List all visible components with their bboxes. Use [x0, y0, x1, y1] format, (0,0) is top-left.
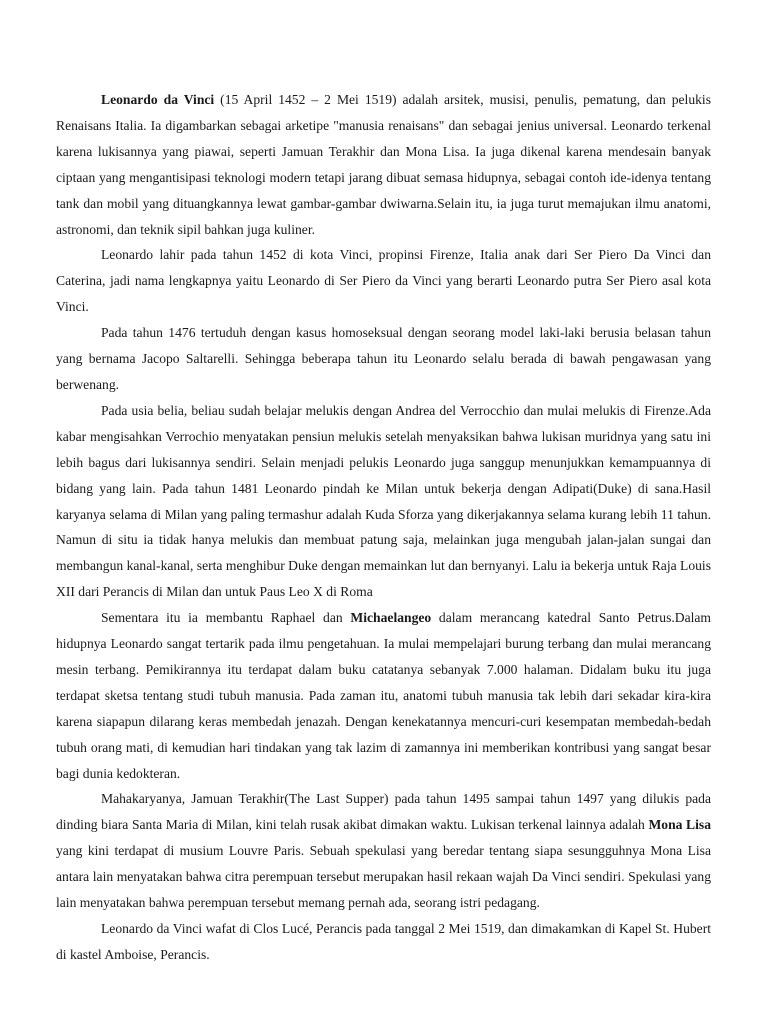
michaelangeo-bold: Michaelangeo	[350, 610, 432, 626]
paragraph-text: yang kini terdapat di musium Louvre Paris. Sebuah spekulasi yang beredar tentang siapa sesungguhnya Mona Lisa antara lain menyatakan bahwa citra perempuan tersebut merupakan hasil rekaan wajah Da Vinci sendiri. Spekulasi yang lain menyatakan bahwa perempuan tersebut memang pernah ada, seorang istri pedagang.	[56, 843, 711, 911]
paragraph-text: Sementara itu ia membantu Raphael dan	[101, 610, 351, 626]
document-page	[56, 87, 711, 968]
paragraph-text: Pada usia belia, beliau sudah belajar melukis dengan Andrea del Verrocchio dan mulai melukis di Firenze.Ada kabar mengisahkan Verrochio menyatakan pensiun melukis setelah menyaksikan bahwa lukisan muridnya yang satu ini lebih bagus dari lukisannya sendiri. Selain menjadi pelukis Leonardo juga sanggup menunjukkan kemampuannya di bidang yang lain. Pada tahun 1481 Leonardo pindah ke Milan untuk bekerja dengan Adipati(Duke) di sana.Hasil karyanya selama di Milan yang paling termashur adalah Kuda Sforza yang dikerjakannya selama kurang lebih 11 tahun. Namun di situ ia tidak hanya melukis dan membuat patung saja, melainkan juga mengubah jalan-jalan sungai dan membangun kanal-kanal, serta menghibur Duke dengan memainkan lut dan bernyanyi. Lalu ia bekerja untuk Raja Louis XII dari Perancis di Milan dan untuk Paus Leo X di Roma	[56, 402, 711, 600]
paragraph-death	[56, 916, 711, 968]
paragraph-1476	[56, 320, 711, 398]
name-bold: Leonardo da Vinci	[101, 92, 215, 107]
paragraph-birth	[56, 242, 711, 320]
paragraph-masterpieces	[56, 786, 711, 916]
paragraph-text: (15 April 1452 – 2 Mei 1519) adalah arsitek, musisi, penulis, pematung, dan pelukis Renaisans Italia. Ia digambarkan sebagai arketipe "manusia renaisans" dan sebagai jenius universal. Leonardo terkenal karena lukisannya yang piawai, seperti Jamuan Terakhir dan Mona Lisa. Ia juga dikenal karena mendesain banyak ciptaan yang mengantisipasi teknologi modern tetapi jarang dibuat semasa hidupnya, sebagai contoh ide-idenya tentang tank dan mobil yang dituangkannya lewat gambar-gambar dwiwarna.Selain itu, ia juga turut memajukan ilmu anatomi, astronomi, dan teknik sipil bahkan juga kuliner.	[56, 92, 711, 237]
paragraph-text: Leonardo da Vinci wafat di Clos Lucé, Perancis pada tanggal 2 Mei 1519, dan dimakamkan di Kapel St. Hubert di kastel Amboise, Perancis.	[56, 921, 711, 962]
paragraph-text: Leonardo lahir pada tahun 1452 di kota Vinci, propinsi Firenze, Italia anak dari Ser Piero Da Vinci dan Caterina, jadi nama lengkapnya yaitu Leonardo di Ser Piero da Vinci yang berarti Leonardo putra Ser Piero asal kota Vinci.	[56, 247, 711, 315]
paragraph-youth	[56, 398, 711, 605]
paragraph-text: Mahakaryanya, Jamuan Terakhir(The Last Supper) pada tahun 1495 sampai tahun 1497 yang dilukis pada dinding biara Santa Maria di Milan, kini telah rusak akibat dimakan waktu. Lukisan terkenal lainnya adalah	[56, 791, 711, 833]
paragraph-text: dalam merancang katedral Santo Petrus.Dalam hidupnya Leonardo sangat tertarik pada ilmu pengetahuan. Ia mulai mempelajari burung terbang dan mulai merancang mesin terbang. Pemikirannya itu terdapat dalam buku catatanya sebanyak 7.000 halaman. Didalam buku itu juga terdapat sketsa tentang studi tubuh manusia. Pada zaman itu, anatomi tubuh manusia tak lebih dari sekadar kira-kira karena siapapun dilarang keras membedah jenazah. Dengan kenekatannya mencuri-curi kesempatan membedah-bedah tubuh orang mati, di kemudian hari tindakan yang tak lazim di zamannya ini memberikan kontribusi yang sangat besar bagi dunia kedokteran.	[56, 610, 711, 781]
paragraph-intro	[56, 87, 711, 242]
mona-lisa-bold: Mona Lisa	[648, 817, 711, 833]
paragraph-text: Pada tahun 1476 tertuduh dengan kasus homoseksual dengan seorang model laki-laki berusia belasan tahun yang bernama Jacopo Saltarelli. Sehingga beberapa tahun itu Leonardo selalu berada di bawah pengawasan yang berwenang.	[56, 325, 711, 392]
paragraph-science	[56, 605, 711, 786]
